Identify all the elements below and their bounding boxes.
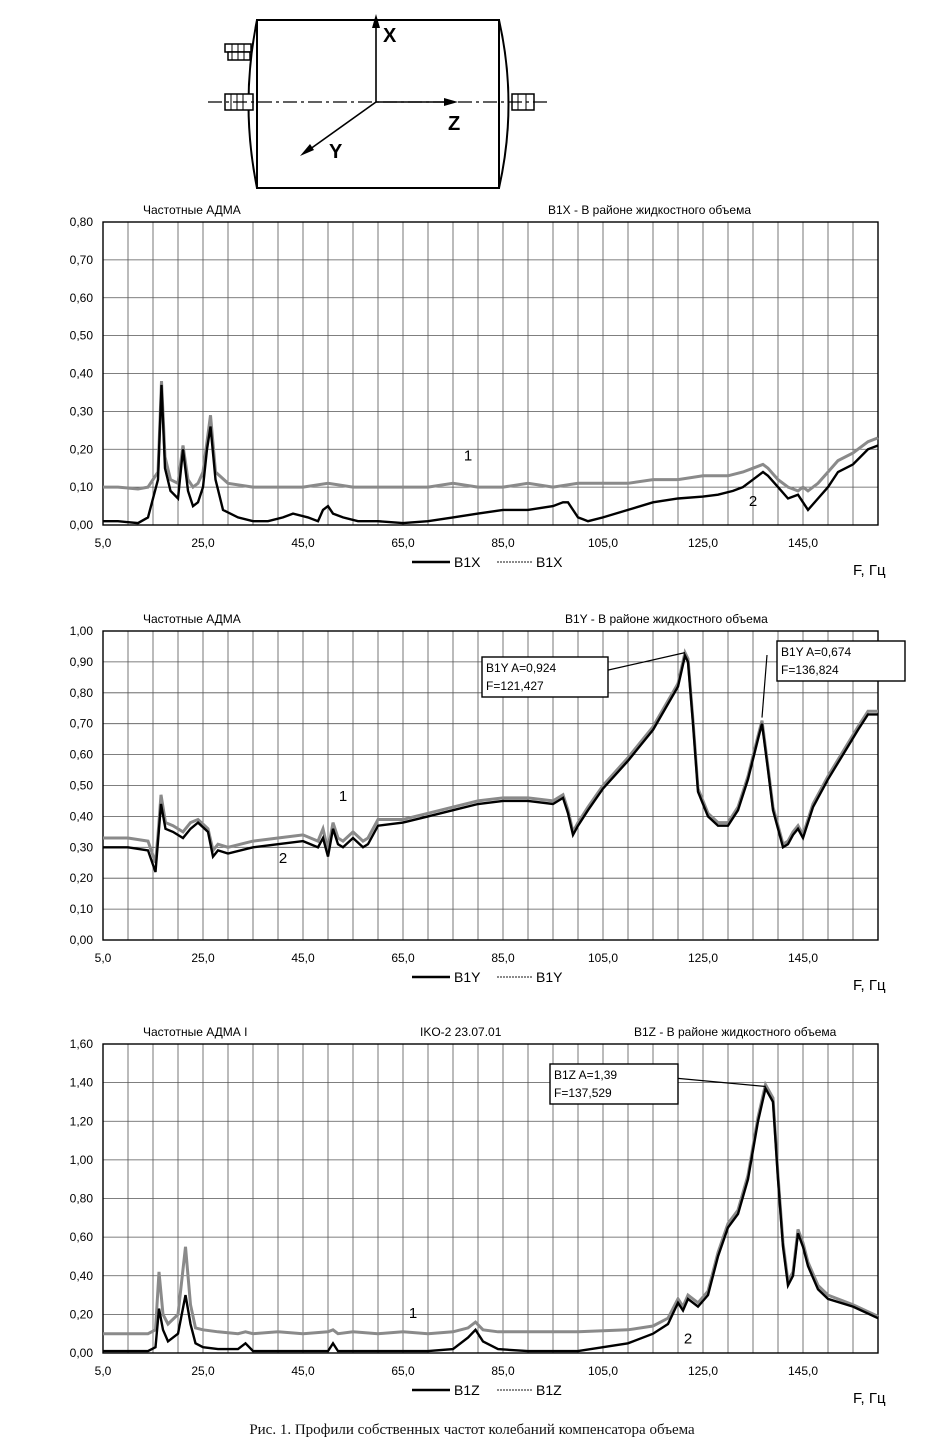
fitting-top-left xyxy=(225,44,251,60)
chart-title-left: Частотные АДМА I xyxy=(143,1025,248,1039)
chart-b1x xyxy=(0,190,944,590)
y-tick-label: 0,20 xyxy=(69,1307,93,1322)
chart-title-mid: IKO-2 23.07.01 xyxy=(420,1025,502,1039)
x-tick-label: 125,0 xyxy=(687,536,719,550)
chart-b1y xyxy=(0,605,944,1005)
y-tick-label: 0,40 xyxy=(69,1268,93,1283)
x-tick-label: 145,0 xyxy=(787,1364,819,1378)
legend-label-2: B1Y xyxy=(536,969,563,985)
callout-amplitude: B1Z A=1,39 xyxy=(554,1068,618,1082)
y-tick-label: 0,00 xyxy=(69,518,93,532)
callout-frequency: F=137,529 xyxy=(554,1086,612,1100)
y-tick-label: 0,20 xyxy=(69,442,93,457)
compensator-diagram xyxy=(200,6,560,191)
x-tick-label: 145,0 xyxy=(787,536,819,550)
chart-title-right: B1Y - В районе жидкостного объема xyxy=(565,612,768,626)
x-tick-label: 5,0 xyxy=(94,536,112,550)
y-tick-label: 0,80 xyxy=(69,215,93,229)
chart-title-left: Частотные АДМА xyxy=(143,612,241,626)
series-line-1 xyxy=(103,1088,878,1351)
y-tick-label: 0,70 xyxy=(69,716,93,731)
callout-frequency: F=121,427 xyxy=(486,679,544,693)
y-tick-label: 0,60 xyxy=(69,290,93,305)
y-tick-label: 0,20 xyxy=(69,871,93,886)
callout-amplitude: B1Y A=0,674 xyxy=(781,645,852,659)
y-tick-label: 0,40 xyxy=(69,366,93,381)
y-tick-label: 0,30 xyxy=(69,404,93,419)
series-line-1 xyxy=(103,385,878,523)
y-tick-label: 0,50 xyxy=(69,328,93,343)
y-tick-label: 0,60 xyxy=(69,1230,93,1245)
x-axis-label: F, Гц xyxy=(853,1390,886,1407)
legend-label-2: B1X xyxy=(536,554,563,570)
x-tick-label: 105,0 xyxy=(587,536,619,550)
x-tick-label: 25,0 xyxy=(191,1364,215,1378)
vessel-body xyxy=(257,20,499,188)
chart-title-right: B1Z - В районе жидкостного объема xyxy=(634,1025,837,1039)
y-tick-label: 0,60 xyxy=(69,747,93,762)
callout-frequency: F=136,824 xyxy=(781,663,839,677)
x-tick-label: 85,0 xyxy=(491,951,515,965)
callout-leader-line xyxy=(762,655,767,718)
x-tick-label: 65,0 xyxy=(391,951,415,965)
x-tick-label: 105,0 xyxy=(587,951,619,965)
y-tick-label: 1,20 xyxy=(69,1114,93,1129)
curve-number-label: 1 xyxy=(408,1305,418,1323)
legend-label-1: B1Y xyxy=(454,969,481,985)
y-tick-label: 1,60 xyxy=(69,1037,93,1051)
y-tick-label: 1,00 xyxy=(69,1152,93,1167)
x-axis-label: X xyxy=(383,25,397,47)
x-tick-label: 105,0 xyxy=(587,1364,619,1378)
y-tick-label: 0,40 xyxy=(69,809,93,824)
chart-b1z-svg xyxy=(0,1018,944,1418)
x-tick-label: 45,0 xyxy=(291,951,315,965)
y-tick-label: 0,50 xyxy=(69,778,93,793)
x-tick-label: 5,0 xyxy=(94,951,112,965)
x-tick-label: 65,0 xyxy=(391,536,415,550)
y-tick-label: 0,00 xyxy=(69,1346,93,1360)
x-tick-label: 65,0 xyxy=(391,1364,415,1378)
y-tick-label: 0,30 xyxy=(69,840,93,855)
x-tick-label: 85,0 xyxy=(491,536,515,550)
legend-label-1: B1X xyxy=(454,554,481,570)
curve-number-label: 1 xyxy=(338,787,348,805)
y-tick-label: 1,40 xyxy=(69,1075,93,1090)
curve-number-label: 1 xyxy=(463,447,473,465)
y-tick-label: 0,80 xyxy=(69,1191,93,1206)
x-axis-label: F, Гц xyxy=(853,977,886,994)
chart-b1z xyxy=(0,1018,944,1418)
y-tick-label: 0,90 xyxy=(69,654,93,669)
x-tick-label: 5,0 xyxy=(94,1364,112,1378)
x-tick-label: 25,0 xyxy=(191,536,215,550)
x-axis-label: F, Гц xyxy=(853,562,886,579)
x-tick-label: 145,0 xyxy=(787,951,819,965)
y-axis-label: Y xyxy=(329,141,343,163)
chart-title-right: B1X - В районе жидкостного объема xyxy=(548,203,751,217)
x-tick-label: 45,0 xyxy=(291,1364,315,1378)
x-tick-label: 85,0 xyxy=(491,1364,515,1378)
y-tick-label: 0,70 xyxy=(69,252,93,267)
legend-label-2: B1Z xyxy=(536,1382,562,1398)
x-tick-label: 45,0 xyxy=(291,536,315,550)
chart-b1y-svg xyxy=(0,605,944,1005)
x-tick-label: 125,0 xyxy=(687,951,719,965)
vessel-right-end xyxy=(499,20,509,188)
y-tick-label: 0,80 xyxy=(69,685,93,700)
chart-title-left: Частотные АДМА xyxy=(143,203,241,217)
legend-label-1: B1Z xyxy=(454,1382,480,1398)
series-line-2 xyxy=(103,1085,878,1334)
curve-number-label: 2 xyxy=(683,1330,693,1348)
chart-b1x-svg xyxy=(0,190,944,590)
z-axis-label: Z xyxy=(448,113,461,135)
y-tick-label: 1,00 xyxy=(69,624,93,638)
y-tick-label: 0,10 xyxy=(69,480,93,495)
y-tick-label: 0,10 xyxy=(69,902,93,917)
y-tick-label: 0,00 xyxy=(69,933,93,947)
x-tick-label: 125,0 xyxy=(687,1364,719,1378)
figure-caption: Рис. 1. Профили собственных частот колебаний компенсатора объема xyxy=(249,1422,695,1438)
callout-amplitude: B1Y A=0,924 xyxy=(486,661,557,675)
curve-number-label: 2 xyxy=(748,493,758,511)
x-tick-label: 25,0 xyxy=(191,951,215,965)
curve-number-label: 2 xyxy=(278,849,288,867)
